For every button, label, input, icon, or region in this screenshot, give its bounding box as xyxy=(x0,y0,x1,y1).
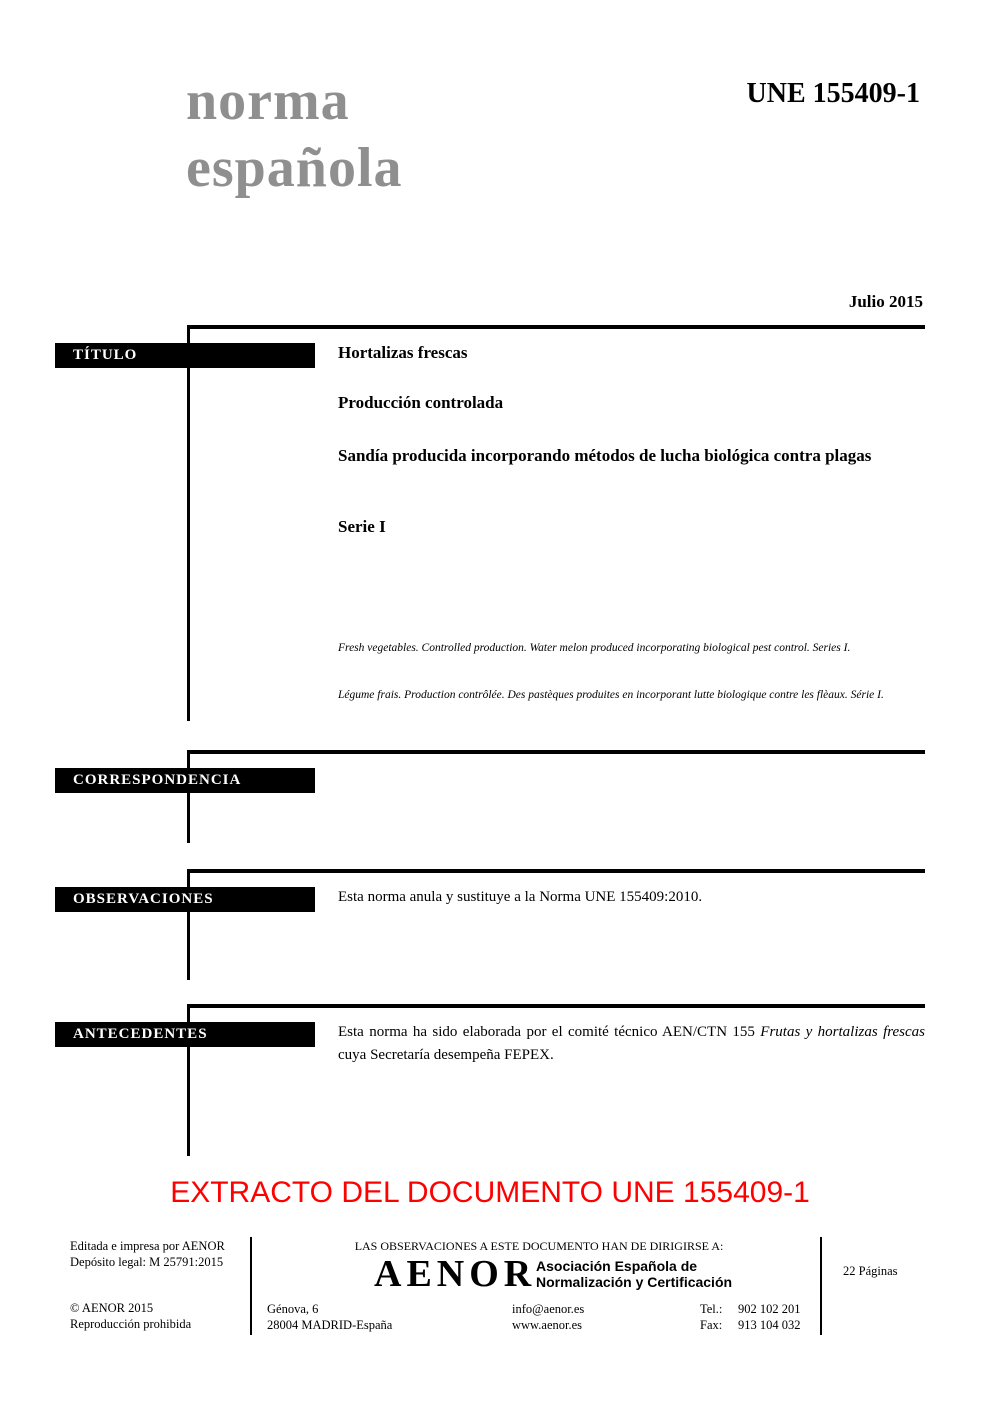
observaciones-text: Esta norma anula y sustituye a la Norma UNE 155409:2010. xyxy=(338,889,703,905)
issue-date: Julio 2015 xyxy=(848,292,923,311)
footer-publisher xyxy=(70,1238,225,1270)
footer-fax-row xyxy=(700,1317,801,1333)
footer-fax-value: 913 104 032 xyxy=(738,1318,801,1332)
brand-line-1: norma xyxy=(186,70,350,132)
norma-espanola-logo xyxy=(186,68,403,202)
antecedentes-text-before: Esta norma ha sido elaborada por el comité técnico AEN/CTN 155 xyxy=(338,1024,761,1040)
aenor-org-line-1: Asociación Española de xyxy=(536,1258,698,1274)
titulo-label-bar xyxy=(55,343,315,368)
footer-publisher-line-1: Editada e impresa por AENOR xyxy=(70,1239,225,1253)
brand-line-2: española xyxy=(186,137,403,199)
observaciones-rule xyxy=(187,869,925,873)
footer-copyright xyxy=(70,1300,191,1332)
footer-tel-value: 902 102 201 xyxy=(738,1302,801,1316)
footer-web: www.aenor.es xyxy=(512,1318,583,1332)
footer-tel-row xyxy=(700,1301,801,1317)
title-line-4: Serie I xyxy=(338,517,386,536)
footer-address xyxy=(267,1301,392,1333)
footer-page-count: 22 Páginas xyxy=(843,1264,898,1278)
correspondencia-label: CORRESPONDENCIA xyxy=(73,772,242,788)
correspondencia-rule xyxy=(187,750,925,754)
antecedentes-text-italic: Frutas y hortalizas frescas xyxy=(760,1024,926,1040)
titulo-vertical-line xyxy=(187,325,190,721)
footer-notice: LAS OBSERVACIONES A ESTE DOCUMENTO HAN DE DIRIGIRSE A: xyxy=(354,1239,724,1253)
title-line-1: Hortalizas frescas xyxy=(338,343,468,362)
observaciones-vertical-line xyxy=(187,869,190,980)
title-french: Légume frais. Production contrôlée. Des pastèques produites en incorporant lutte biologique contre les flèaux. Série I. xyxy=(338,689,884,701)
aenor-logo: AENOR xyxy=(374,1253,537,1295)
observaciones-label: OBSERVACIONES xyxy=(73,891,214,907)
footer-divider-left xyxy=(250,1237,252,1335)
footer-publisher-line-2: Depósito legal: M 25791:2015 xyxy=(70,1255,224,1269)
footer-contact-web xyxy=(512,1301,584,1333)
title-line-3: Sandía producida incorporando métodos de lucha biológica contra plagas xyxy=(338,446,872,465)
antecedentes-rule xyxy=(187,1004,925,1008)
extract-banner: EXTRACTO DEL DOCUMENTO UNE 155409-1 xyxy=(170,1176,810,1209)
footer-tel-label: Tel.: xyxy=(700,1302,723,1316)
titulo-label: TÍTULO xyxy=(73,347,138,363)
observaciones-label-bar xyxy=(55,887,315,912)
antecedentes-label: ANTECEDENTES xyxy=(73,1026,208,1042)
footer-email: info@aenor.es xyxy=(512,1302,585,1316)
antecedentes-label-bar xyxy=(55,1022,315,1047)
document-code: UNE 155409-1 xyxy=(746,78,920,109)
titulo-rule xyxy=(187,325,925,329)
aenor-org-line-2: Normalización y Certificación xyxy=(536,1274,733,1290)
footer-fax-label: Fax: xyxy=(700,1318,723,1332)
footer-telfax xyxy=(700,1301,801,1333)
footer-copyright-line-2: Reproducción prohibida xyxy=(70,1317,192,1331)
antecedentes-text xyxy=(338,1021,925,1067)
footer-address-line-1: Génova, 6 xyxy=(267,1302,319,1316)
title-line-2: Producción controlada xyxy=(338,393,504,412)
antecedentes-text-after: cuya Secretaría desempeña FEPEX. xyxy=(338,1047,554,1063)
correspondencia-label-bar xyxy=(55,768,315,793)
correspondencia-vertical-line xyxy=(187,750,190,843)
footer-address-line-2: 28004 MADRID-España xyxy=(267,1318,393,1332)
footer-copyright-line-1: © AENOR 2015 xyxy=(70,1301,154,1315)
aenor-org-name xyxy=(536,1258,732,1290)
footer-divider-right xyxy=(820,1237,822,1335)
title-english: Fresh vegetables. Controlled production. Water melon produced incorporating biological pest control. Series I. xyxy=(338,642,851,654)
